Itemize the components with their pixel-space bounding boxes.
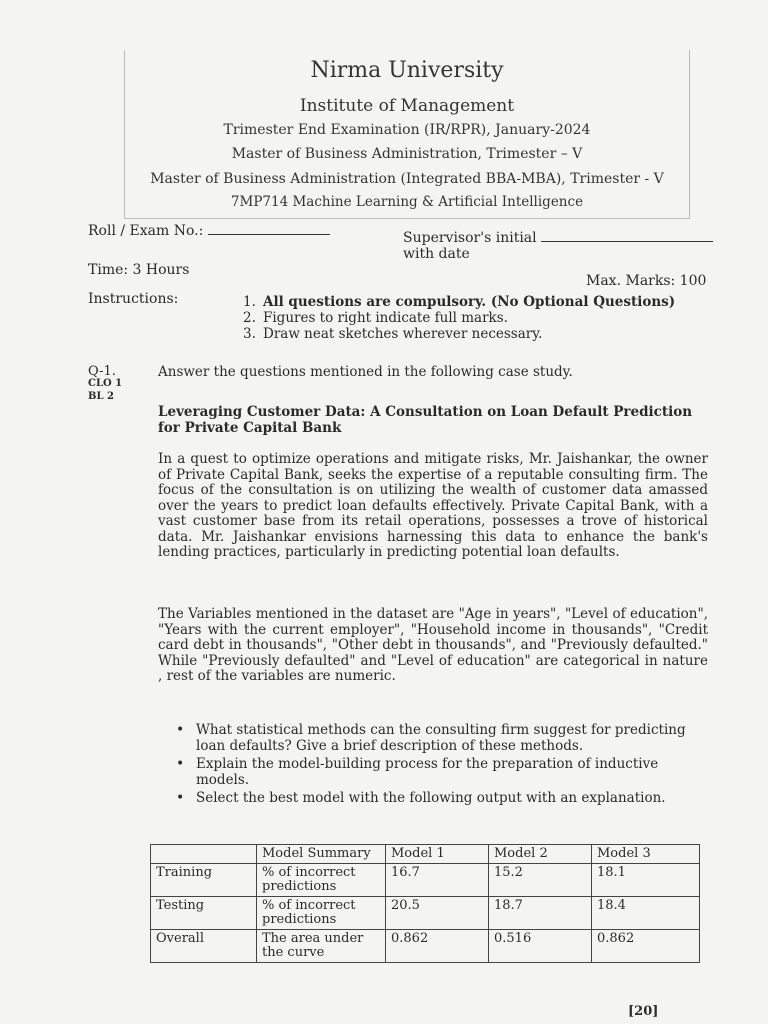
instruction-item: 1. All questions are compulsory. (No Optional Questions) bbox=[243, 294, 676, 310]
bl-label: BL 2 bbox=[88, 391, 114, 402]
table-row bbox=[151, 930, 700, 963]
table-cell: 0.516 bbox=[489, 930, 592, 963]
table-row bbox=[151, 864, 700, 897]
table-header-cell: Model 3 bbox=[592, 845, 700, 864]
table-cell: % of incorrect predictions bbox=[257, 864, 386, 897]
supervisor-blank bbox=[541, 229, 713, 242]
table-cell: Training bbox=[151, 864, 257, 897]
instruction-item: 2. Figures to right indicate full marks. bbox=[243, 310, 508, 326]
roll-label: Roll / Exam No.: bbox=[88, 223, 204, 239]
table-cell: 18.4 bbox=[592, 897, 700, 930]
bullet-item: • Explain the model-building process for the preparation of inductive models. bbox=[174, 756, 708, 788]
program-mba: Master of Business Administration, Trimester – V bbox=[231, 146, 583, 162]
supervisor-sub-label: with date bbox=[403, 246, 470, 262]
instructions-label: Instructions: bbox=[88, 291, 179, 307]
table-cell: 18.1 bbox=[592, 864, 700, 897]
exam-time: Time: 3 Hours bbox=[88, 262, 190, 278]
instruction-item: 3. Draw neat sketches wherever necessary. bbox=[243, 326, 543, 342]
table-header-cell: Model Summary bbox=[257, 845, 386, 864]
table-cell: % of incorrect predictions bbox=[257, 897, 386, 930]
table-header-row bbox=[151, 845, 700, 864]
table-cell: 16.7 bbox=[386, 864, 489, 897]
question-prompt: Answer the questions mentioned in the following case study. bbox=[158, 364, 573, 380]
supervisor-label: Supervisor's initial bbox=[403, 230, 537, 246]
exam-title: Trimester End Examination (IR/RPR), January-2024 bbox=[223, 122, 591, 138]
table-header-cell: Model 2 bbox=[489, 845, 592, 864]
table-cell: 0.862 bbox=[386, 930, 489, 963]
supervisor-field bbox=[403, 229, 713, 246]
question-number: Q-1. bbox=[88, 364, 116, 379]
case-paragraph-1: In a quest to optimize operations and mitigate risks, Mr. Jaishankar, the owner of Private Capital Bank, seeks the expertise of a reputable consulting firm. The focus of the consultation is on utilizing the wealth of customer data amassed over the years to predict loan defaults effectively. Private Capital Bank, with a vast customer base from its retail operations, possesses a trove of historical data. Mr. Jaishankar envisions harnessing this data to enhance the bank's lending practices, particularly in predicting potential loan defaults. bbox=[158, 451, 708, 560]
table-cell: 15.2 bbox=[489, 864, 592, 897]
course-title: 7MP714 Machine Learning & Artificial Intelligence bbox=[230, 194, 584, 210]
question-bullets bbox=[174, 722, 708, 808]
roll-blank bbox=[208, 222, 330, 235]
table-cell: 18.7 bbox=[489, 897, 592, 930]
program-integrated: Master of Business Administration (Integrated BBA-MBA), Trimester - V bbox=[150, 171, 664, 187]
table-cell: 0.862 bbox=[592, 930, 700, 963]
clo-label: CLO 1 bbox=[88, 378, 123, 389]
case-paragraph-2: The Variables mentioned in the dataset are "Age in years", "Level of education", "Years with the current employer", "Household income in thousands", "Credit card debt in thousands", "Other debt in thousands", and "Previously defaulted." While "Previously defaulted" and "Level of education" are categorical in nature , rest of the variables are numeric. bbox=[158, 606, 708, 684]
question-marks: [20] bbox=[628, 1004, 659, 1019]
table-cell: Testing bbox=[151, 897, 257, 930]
table-cell: Overall bbox=[151, 930, 257, 963]
university-name: Nirma University bbox=[310, 58, 504, 83]
table-cell: 20.5 bbox=[386, 897, 489, 930]
max-marks: Max. Marks: 100 bbox=[586, 273, 707, 289]
bullet-item: • Select the best model with the following output with an explanation. bbox=[174, 790, 708, 806]
exam-header bbox=[124, 50, 690, 219]
case-title: Leveraging Customer Data: A Consultation on Loan Default Prediction for Private Capital Bank bbox=[158, 404, 693, 436]
table-header-cell: Model 1 bbox=[386, 845, 489, 864]
model-results-table bbox=[150, 844, 700, 963]
table-cell: The area under the curve bbox=[257, 930, 386, 963]
table-row bbox=[151, 897, 700, 930]
table-header-cell bbox=[151, 845, 257, 864]
bullet-item: • What statistical methods can the consulting firm suggest for predicting loan defaults? Give a brief description of these methods. bbox=[174, 722, 708, 754]
institute-name: Institute of Management bbox=[299, 96, 515, 116]
instructions-list bbox=[243, 294, 675, 342]
roll-number-field bbox=[88, 222, 330, 239]
